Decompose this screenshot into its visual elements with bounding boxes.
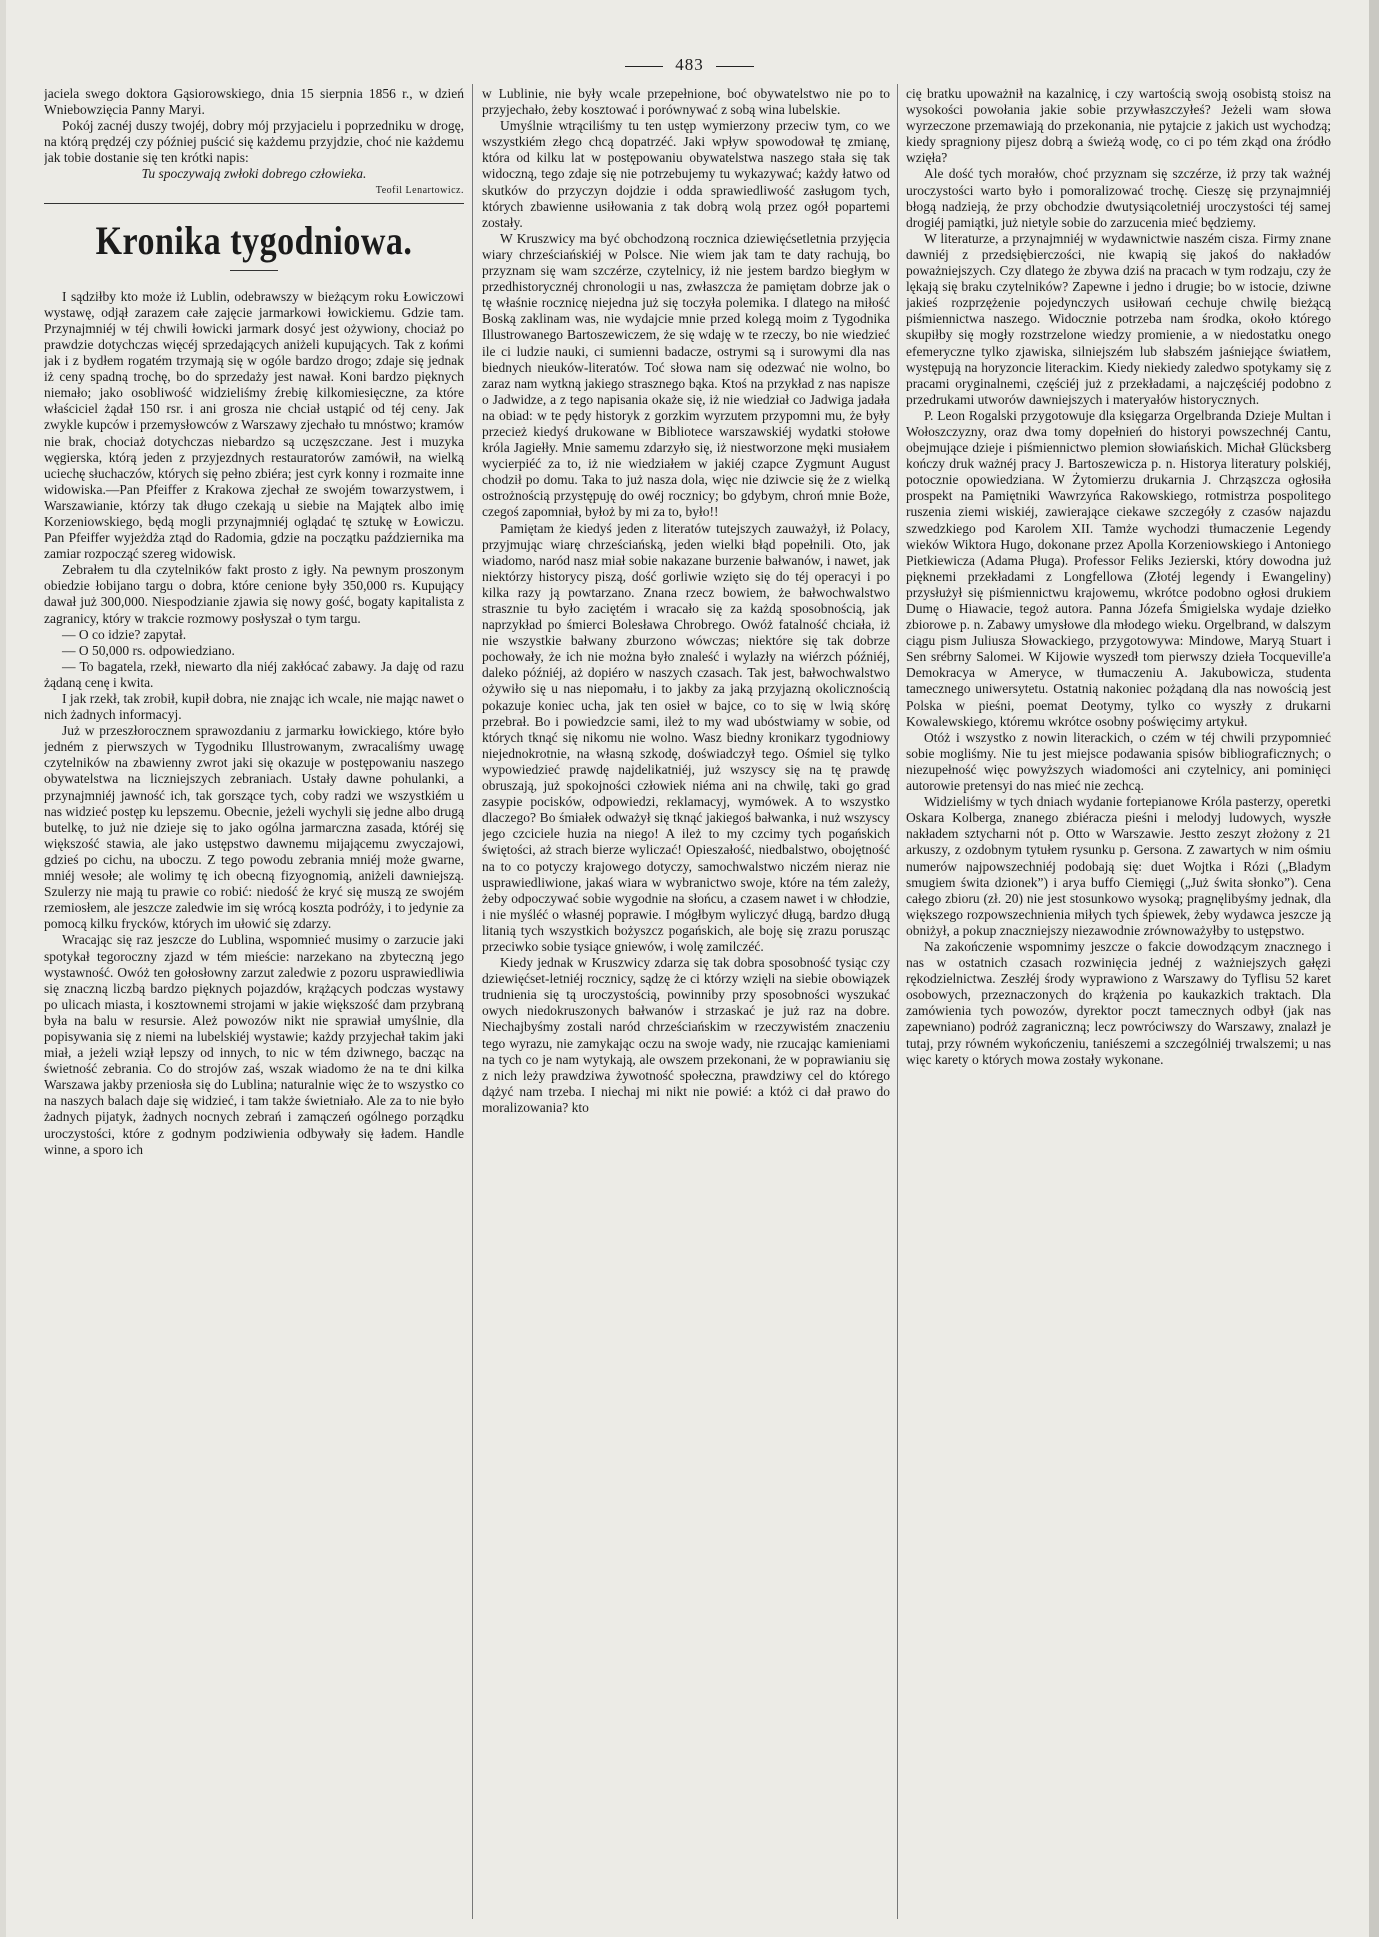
paragraph: Ale dość tych morałów, choć przyznam się szczérze, iż przy tak ważnéj uroczystości warto było i pomoralizować trochę. Cieszę się przynajmniéj błogą nadzieją, że przy obchodzie dwutysiącoletniéj uroczystości téj samej drogiéj pamiątki, już nietyle sobie do zarzucenia mieć będziemy. bbox=[906, 166, 1331, 230]
paragraph: Kiedy jednak w Kruszwicy zdarza się tak dobra sposobność tysiąc czy dziewięćset-letniéj rocznicy, sądzę że ci którzy wzięli na siebie obowiązek trudnienia się tą uroczystością, powinniby przy sposobności wyszukać owych niedokruszonych bałwanów i strzaskać je już raz na dobre. Niechajbyśmy zostali naród chrześciańskim w rzeczywistém znaczeniu tego wyrazu, nie zamykając oczu na swoje wady, nie rzucając kamieniami na tych co je nam wytykają, ale owszem przekonani, że w poprawianiu się z nich leży prawdziwa żywotność społeczna, prawdziwy cel do którego dążyć nam trzeba. I niechaj mi nikt nie powié: a któż ci dał prawo do moralizowania? kto bbox=[482, 955, 890, 1115]
paragraph: W Kruszwicy ma być obchodzoną rocznica dziewięćsetletnia przyjęcia wiary chrześciańskiéj w Polsce. Nie wiem jak tam te daty rachują, bo przyznam się wam szczérze, czytelnicy, iż nie jestem bardzo biegłym w przedhistorycznéj chronologii u nas, zwłaszcza że pamiętam dobrze jak o tę właśnie rocznicę niejedna już się toczyła polemika. I dlatego na miłość Boską zaklinam was, nie wydajcie mnie przed kolegą moim z Tygodnika Illustrowanego Bartoszewiczem, że się wdaję w te rzeczy, bo nie wiedzieć ile ci ludzie nauki, ci sumienni badacze, ostrymi są i surowymi dla nas biednych nieuków-literatów. Toć słowa nam się odezwać nie wolno, bo zaraz nam wytkną jakiego strasznego bąka. Ktoś na przykład z nas napisze o Jadwidze, a z tego napisania okaże się, iż nie wiedział co Jadwiga jadała na obiad: w te pędy historyk z gorzkim wyrzutem przypomni mu, że były przecież kiedyś drukowane w Bibliotece warszawskiéj wydatki stołowe króla Jagiełły. Mnie samemu zdarzyło się, iż niestworzone męki musiałem wycierpiéć za to, iż nie wiedziałem w jakiéj czapce Zygmunt August chodził po domu. Taka to już nasza dola, więc nie dziwcie się że z wielką ostrożnością przystępuję do owéj rocznicy; bo gdybym, chroń mnie Boże, czegoś zapomniał, byłoż by mi za to, było!! bbox=[482, 230, 890, 520]
page-edge-left bbox=[0, 0, 6, 1937]
page-number-text: 483 bbox=[675, 55, 704, 74]
heading-rule bbox=[230, 270, 278, 271]
dialogue-line: — O co idzie? zapytał. bbox=[62, 626, 187, 642]
paragraph: P. Leon Rogalski przygotowuje dla księgarza Orgelbranda Dzieje Multan i Wołoszczyzny, oraz dwa tomy dopełnień do historyi powszechnéj Cantu, obejmujące dzieje i piśmiennictwo plemion słowiańskich. Michał Glücksberg kończy druk ważnéj pracy J. Bartoszewicza p. n. Historya literatury polskiéj, potocznie opowiedziana. W Żytomierzu drukarnia J. Chrząszcza ogłosiła prospekt na Pamiętniki Wawrzyńca Rakowskiego, rotmistrza pospolitego ruszenia ziemi wiskiéj, zawierające ciekawe szczegóły z czasów najazdu szwedzkiego pod Karolem XII. Tamże wychodzi tłumaczenie Legendy wieków Wiktora Hugo, dokonane przez Apolla Korzeniowskiego i Antoniego Pietkiewicza (Adama Pługa). Professor Feliks Jezierski, który dowodna już pięknemi przekładami z Longfellowa (Złotéj legendy i Ewangeliny) przysłużył się piśmiennictwu krajowemu, wkrótce podobno ogłosi drukiem Dumę o Hiawacie, tegoż autora. Panna Józefa Śmigielska wydaje dziełko zbiorowe p. n. Zabawy umysłowe dla młodego wieku. Orgelbrand, w dalszym ciągu pism Juliusza Słowackiego, przygotowywa: Mindowe, Maryą Stuart i Sen srébrny Salomei. W Kijowie wyszedł tom pierwszy dzieła Tocqueville'a Demokracya w Ameryce, w tłumaczeniu A. Jakubowicza, studenta tamecznego uniwersytetu. Ostatnią nakoniec pożądaną dla nas nowością jest Polska w pieśni, poemat Deotymy, tylko co wyszły z drukarni Kowalewskiego, któremu wkrótce osobny poświęcimy artykuł. bbox=[906, 407, 1331, 729]
paragraph: Otóż i wszystko z nowin literackich, o czém w téj chwili przypomnieć sobie mogliśmy. Nie tu jest miejsce podawania spisów bibliograficznych; o niezupełność więc powyższych wiadomości ani czytelnicy, ani pominięci autorowie pretensyi do nas mieć nie zechcą. bbox=[906, 729, 1331, 794]
page-number-dash-left bbox=[625, 66, 663, 67]
page-number bbox=[0, 55, 1379, 75]
dialogue-line: — O 50,000 rs. odpowiedziano. bbox=[62, 642, 235, 658]
section-heading: Kronika tygodniowa. bbox=[95, 219, 413, 263]
paragraph: Wracając się raz jeszcze do Lublina, wspomnieć musimy o zarzucie jaki spotykał tegoroczny zjazd w tém mieście: narzekano na zbyteczną jego wystawność. Owóż ten gołosłowny zarzut zaledwie z pozoru usprawiedliwia się znaczną liczbą bardzo pięknych pojazdów, krążących podczas wystawy po ulicach miasta, i kosztownemi strojami w jakie większość dam przybraną była na balu w resursie. Ależ powozów nikt nie sprawiał umyślnie, dla popisywania się z niemi na lubelskiéj wystawie; każdy przyjechał takim jaki miał, a jeżeli wziął lepszy od innych, to nic w tém dziwnego, bacząc na świetność zebrania. Co do strojów zaś, wszak wiadomo że na te dni kilka Warszawa jakby przeniosła się do Lublina; naturalnie więc że to wszystko co na naszych balach daje się widzieć, i tam także świetniało. Ale za to nie było żadnych pijatyk, żadnych nocnych zebrań i zamączeń ogólnego porządku uroczystości, które z godnym podziwienia odbywały się ładem. Handle winne, a sporo ich bbox=[44, 932, 464, 1157]
paragraph: W literaturze, a przynajmniéj w wydawnictwie naszém cisza. Firmy znane dawniéj z przedsiębierczości, nie kwapią się jakoś do nakładów poważniejszych. Czy dlatego że zbywa dziś na pracach w tym rodzaju, czy że lękają się braku czytelników? Zapewne i jedno i drugie; bo w istocie, dziwne jakieś rozprzężenie pojedynczych usiłowań cechuje chwilę bieżącą piśmiennictwa naszego. Widocznie potrzeba nam środka, około którego skupiłby się mogły rozstrzelone wiedzy promienie, a w niedostatku onego efemeryczne tylko zjawiska, silniejszém lub słabszém jaśniejące światłem, występują na horyzoncie literackim. Kiedy niekiedy zaledwo spotykamy się z pracami oryginalnemi, częściéj już z przekładami, a najczęściéj podobno z przedrukami utworów dawniejszych i materyałów historycznych. bbox=[906, 230, 1331, 407]
section-rule bbox=[44, 203, 464, 204]
paragraph: Widzieliśmy w tych dniach wydanie fortepianowe Króla pasterzy, operetki Oskara Kolberga, znanego zbiéracza pieśni i melodyj ludowych, wyszłe nakładem sztycharni nót p. Otto w Warszawie. Jestto zeszyt złożony z 21 arkuszy, z ozdobnym tytułem rysunku p. Gersona. Z zawartych w nim ośmiu numerów najpowszechniéj podobają się: duet Wojtka i Rózi („Bladym smugiem świta dzionek”) i arya buffo Ciemięgi („Już świta słonko”). Cena całego zbioru (zł. 20) nie jest stosunkowo wysoką; pragnęlibyśmy jednak, dla większego rozpowszechnienia miłych tych śpiewek, żeby wydawca jeszcze ją obniżył, a pokup znaczniejszy niezawodnie zrównoważyłby to ustępstwo. bbox=[906, 794, 1331, 938]
epitaph: Tu spoczywają zwłoki dobrego człowieka. bbox=[141, 166, 367, 182]
paragraph: Pokój zacnéj duszy twojéj, dobry mój przyjacielu i poprzedniku w drogę, na którą prędzéj czy później puścić się każdemu przyjdzie, choć nie każdemu jak tobie dostanie się ten krótki napis: bbox=[44, 118, 464, 166]
paragraph: Umyślnie wtrąciliśmy tu ten ustęp wymierzony przeciw tym, co we wszystkiém złego chcą dopatrzéć. Jaki wpływ spowodował tę zmianę, która od kilku lat w postępowaniu obywatelstwa naszego stała się tak widoczną, tego zdaje się nie potrzebujemy tu wykazywać; każdy łatwo od skutków do przyczyn dojdzie i odda sprawiedliwość zasługom tych, których zbawienne usiłowania z tak dobrą wolą przez ogół popartemi zostały. bbox=[482, 118, 890, 230]
paragraph: I sądziłby kto może iż Lublin, odebrawszy w bieżącym roku Łowiczowi wystawę, odjął zarazem całe zajęcie jarmarkowi łowickiemu. Gdzie tam. Przynajmniéj w téj chwili łowicki jarmark dosyć jest ożywiony, chociaż po prawdzie dotychczas więcéj sprzedających aniżeli kupujących. Tak z końmi jak i z bydłem rogatém trzymają się w ogóle bardzo drogo; zdaje się jednak iż ceny spadną trochę, bo do sprzedaży jest nawał. Koni bardzo pięknych niemało; jako osobliwość widzieliśmy źrebię kilkomiesięczne, za które właściciel żądał 150 rsr. i ani grosza nie chciał ustąpić od téj ceny. Jak zwykle kupców i przemysłowców z Warszawy zjechało tu mnóstwo; kramów nie brak, chociaż dotychczas niebardzo są uczęszczane. Jest i muzyka węgierska, którą jeden z przyjezdnych restauratorów zamówił, na wielką uciechę słuchaczów, których się pełno zbiéra; jest cyrk konny i rozmaite inne widowiska.—Pan Pfeiffer z Krakowa zjechał ze swojém towarzystwem, i Warszawianie, którzy tak długo czekają u siebie na Majątek albo imię Korzeniowskiego, będą mogli przynajmniéj oglądać tę sztukę w Łowiczu. Pan Pfeiffer wyjeżdża ztąd do Radomia, gdzie na początku października ma zamiar rozpocząć szereg widowisk. bbox=[44, 288, 464, 562]
page-edge-right bbox=[1369, 0, 1379, 1937]
paragraph: Zebrałem tu dla czytelników fakt prosto z igły. Na pewnym proszonym obiedzie łobijano targu o dobra, które cenione były 350,000 rs. Kupujący dawał już 300,000. Niespodzianie zjawia się nowy gość, bogaty kapitalista z zagranicy, który w trakcie rozmowy posłyszał o tym targu. bbox=[44, 562, 464, 626]
paragraph: cię bratku upoważnił na kazalnicę, i czy wartością swoją osobistą stoisz na wysokości powołania jakie sobie przywłaszczyłeś? Jeżeli wam słowa wyrzeczone przemawiają do przekonania, nie pytajcie z jakich ust wychodzą; kiedy spragniony pijesz dobrą a świeżą wodę, co ci po tém zkąd ona źródło wzięła? bbox=[906, 86, 1331, 166]
paragraph: Na zakończenie wspomnimy jeszcze o fakcie dowodzącym znacznego i nas w ostatnich czasach rozwinięcia jednéj z ważniejszych gałęzi rękodzielnictwa. Zeszłéj środy wyprawiono z Warszawy do Tyflisu 52 karet osobowych, przeznaczonych do krążenia po kaukazkich traktach. Dla zamówienia tych powozów, dyrektor poczt tamecznych odbył (jak nas zapewniano) podróż zagraniczną; lecz powróciwszy do Warszawy, znalazł je tutaj, przy równém wykończeniu, taniészemi a szczególniéj trwalszemi; u nas więc karety o których mowa zostały wykonane. bbox=[906, 938, 1331, 1067]
column-divider-2 bbox=[897, 84, 898, 1919]
page-number-dash-right bbox=[716, 66, 754, 67]
dialogue-line: — To bagatela, rzekł, niewarto dla niéj zakłócać zabawy. Ja daję od razu żądaną cenę i kwita. bbox=[44, 658, 464, 690]
paragraph: Pamiętam że kiedyś jeden z literatów tutejszych zauważył, iż Polacy, przyjmując wiarę chrześciańską, jeden wielki błąd popełnili. Oto, jak wiadomo, naród nasz miał sobie nakazane burzenie bałwanów, i nawet, jak niektórzy historycy piszą, dość gorliwie wzięto się do téj operacyi i po kilka razy ją powtarzano. Znana rzecz bowiem, że bałwochwalstwo strasznie tu było zaciętém i wracało się za każdą sposobnością, jak naprzykład po śmierci Bolesława Chrobrego. Owóż fatalność chciała, iż nie wszystkie bałwany zburzono wówczas; niektóre się tak dobrze pochowały, że ich nie można było znaleść i wylazły na wiérzch późniéj, daleko późniéj, aż dopiéro w naszych czasach. Tak jest, bałwochwalstwo ożywiło się u nas niepomału, i to jakby za jaką przyjazną okolicznością pokazuje koniec ucha, jak ten osieł w bajce, co to się w lwią skórę przebrał. Bo i powiedzcie sami, ileż to my wad ubóstwiamy w sobie, od których tknąć się nikomu nie wolno. Wasz biedny kronikarz tygodniowy niejednokrotnie, na własną szkodę, doświadczył tego. Ośmiel się tylko wypowiedzieć prawdę najdelikatniéj, już wszyscy się na tę prawdę obruszają, już spokojności człowiek niéma ani na chwilę, taki go grad zasypie pocisków, odpowiedzi, reklamacyj, wymówek. A to wszystko dlaczego? Bo śmiałek odważył się tknąć jakiegoś bałwanka, i nuż wszyscy jego czciciele huzia na niego! A ileż to my czcimy tych pogańskich świętości, aż strach bierze wyliczać! Opieszałość, niedbalstwo, obojętność na to co potyczy krajowego dotyczy, samochwalstwo niczém nieraz nie usprawiedliwione, jakaś wiara w wybranictwo swoje, które na tém zależy, żeby odpoczywać sobie wygodnie na słońcu, a czasem nawet i w chłodzie, i nie myśléć o własnéj poprawie. I mógłbym wyliczyć długą, bardzo długą litanią tych wszystkich bożyszcz pogańskich, ale boję się zrazu porusząc przeciwko sobie tysiące gniewów, i wolę zamilczéć. bbox=[482, 520, 890, 954]
paragraph: jaciela swego doktora Gąsiorowskiego, dnia 15 sierpnia 1856 r., w dzień Wniebowzięcia Panny Maryi. bbox=[44, 86, 464, 118]
column-3 bbox=[906, 86, 1331, 1926]
paragraph: I jak rzekł, tak zrobił, kupił dobra, nie znając ich wcale, nie mając nawet o nich żadnych informacyj. bbox=[44, 691, 464, 723]
paragraph: Już w przeszłorocznem sprawozdaniu z jarmarku łowickiego, które było jedném z pierwszych w Tygodniku Illustrowanym, zwracaliśmy uwagę czytelników na zbawienny zwrot jaki się okazuje w postępowaniu naszego obywatelstwa na liczniejszych zebraniach. Ustały dawne pohulanki, a przynajmniéj jawność ich, tak gorszące tych, coby radzi we wszystkiém u nas widzieć postęp ku lepszemu. Obecnie, jeżeli wychyli się jedne albo drugą butelkę, to już nie dzieje się to jako ogólna jarmarczna zasada, któréj się większość stawia, ale jako ustępstwo dawnemu mijającemu zwyczajowi, gdzieś po cichu, na uboczu. Z tego powodu zebrania mniéj może gwarne, mniéj wesołe; ale wolimy tę ich obecną fizyognomią, aniżeli dawniejszą. Szulerzy nie mają tu prawie co robić: niedość że kryć się muszą ze swojém rzemiosłem, ale jeszcze zaledwie im się wrócą koszta podróży, i to jedynie za pomocą kilku frycków, których im ułowić się zdarzy. bbox=[44, 723, 464, 932]
signature: Teofil Lenartowicz. bbox=[375, 184, 464, 196]
column-1 bbox=[44, 86, 464, 1926]
paragraph: w Lublinie, nie były wcale przepełnione, boć obywatelstwo nie po to przyjechało, żeby kosztować i porównywać z sobą wina lubelskie. bbox=[482, 86, 890, 118]
column-2 bbox=[482, 86, 890, 1926]
column-divider-1 bbox=[472, 84, 473, 1919]
